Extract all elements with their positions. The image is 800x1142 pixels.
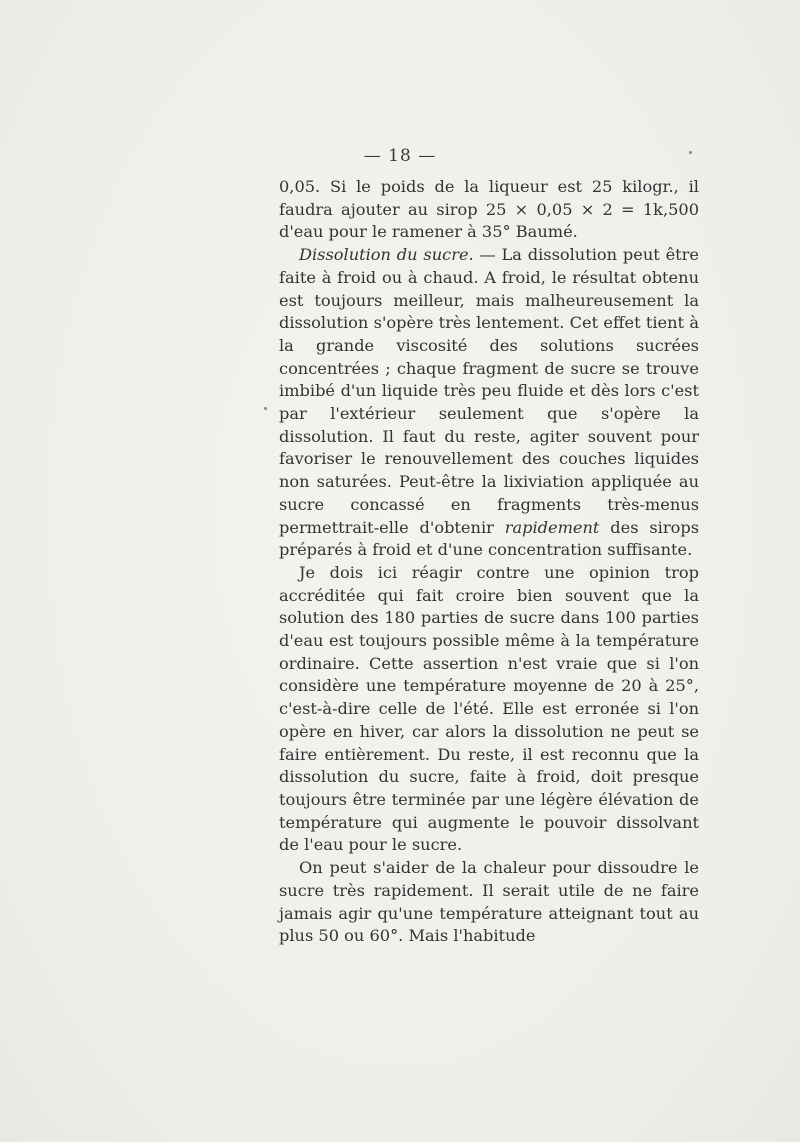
emphasis-word: rapidement bbox=[504, 517, 600, 537]
paragraph-2-text-after: des sirops préparés à froid et d'une concentration suffisante. bbox=[279, 517, 699, 560]
body-text bbox=[279, 176, 699, 948]
paragraph-2 bbox=[279, 244, 699, 562]
paragraph-4-text: On peut s'aider de la chaleur pour dissoudre le sucre très rapidement. Il serait utile de ne faire jamais agir qu'une température atteignant tout au plus 50 ou 60°. Mais l'habitude bbox=[279, 858, 699, 946]
scan-speck bbox=[689, 151, 692, 154]
paragraph-4 bbox=[279, 857, 699, 948]
paragraph-3-text: Je dois ici réagir contre une opinion trop accréditée qui fait croire bien souvent que la solution des 180 parties de sucre dans 100 parties d'eau est toujours possible même à la température ordinaire. Cette assertion n'est vraie que si l'on considère une température moyenne de 20 à 25°, c'est-à-dire celle de l'été. Elle est erronée si l'on opère en hiver, car alors la dissolution ne peut se faire entièrement. Du reste, il est reconnu que la dissolution du sucre, faite à froid, doit presque toujours être terminée par une légère élévation de température qui augmente le pouvoir dissolvant de l'eau pour le sucre. bbox=[279, 562, 699, 855]
scan-speck bbox=[264, 407, 267, 410]
paragraph-1-text: 0,05. Si le poids de la liqueur est 25 kilogr., il faudra ajouter au sirop 25 × 0,05 × 2 = 1k,500 d'eau pour le ramener à 35° Baumé. bbox=[279, 177, 699, 242]
section-heading: Dissolution du sucre. bbox=[299, 245, 474, 265]
paragraph-3 bbox=[279, 562, 699, 857]
paragraph-2-text: — La dissolution peut être faite à froid ou à chaud. A froid, le résultat obtenu est toujours meilleur, mais malheureusement la dissolution s'opère très lentement. Cet effet tient à la grande viscosité des solutions sucrées concentrées ; chaque fragment de sucre se trouve imbibé d'un liquide très peu fluide et dès lors c'est par l'extérieur seulement que s'opère la dissolution. Il faut du reste, agiter souvent pour favoriser le renouvellement des couches liquides non saturées. Peut-être la lixiviation appliquée au sucre concassé en fragments très-menus permettrait-elle d'obtenir bbox=[279, 245, 699, 537]
paragraph-1 bbox=[279, 176, 699, 244]
page-number: — 18 — bbox=[363, 146, 437, 166]
